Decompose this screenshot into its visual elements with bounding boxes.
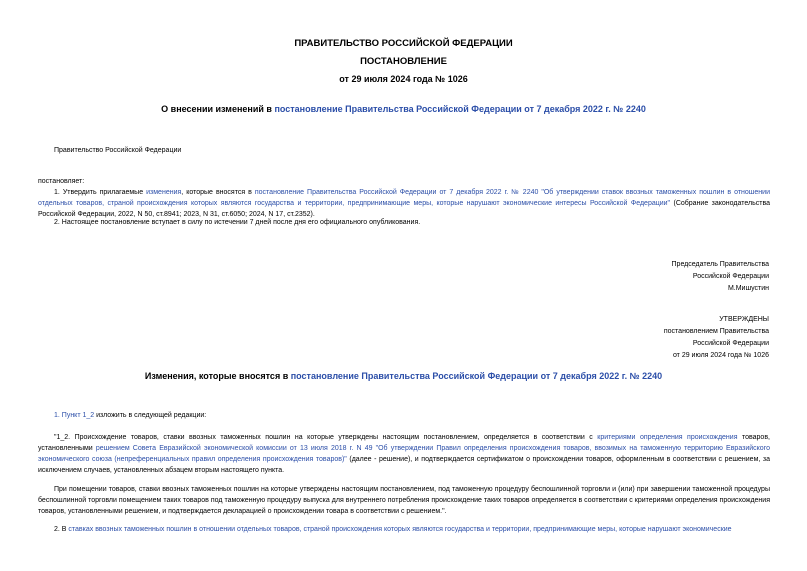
government-heading: ПРАВИТЕЛЬСТВО РОССИЙСКОЙ ФЕДЕРАЦИИ	[294, 38, 513, 49]
approved-line-4: от 29 июля 2024 года № 1026	[672, 352, 769, 359]
item-1-link[interactable]: 1. Пункт 1_2	[54, 412, 95, 419]
p1-link-changes[interactable]: изменения	[146, 189, 182, 196]
changes-title	[0, 371, 807, 381]
signature-line-2: Российской Федерации	[692, 273, 769, 280]
item-2-text: 2. В	[54, 526, 69, 533]
item-2	[38, 524, 770, 536]
issuer-text: Правительство Российской Федерации	[54, 147, 182, 154]
item-2-link[interactable]: ставках ввозных таможенных пошлин в отношении отдельных товаров, страной происхождения которых являются государства и территории, предпринимающие меры, которые нарушают экономические	[68, 526, 732, 533]
changes-title-link[interactable]: постановление Правительства Российской Федерации от 7 декабря 2022 г. № 2240	[290, 371, 663, 381]
p1-text-a: 1. Утвердить прилагаемые	[54, 189, 147, 196]
paragraph-2: 2. Настоящее постановление вступает в силу по истечении 7 дней после дня его официального опубликования.	[54, 219, 421, 226]
signature-line-1: Председатель Правительства	[671, 261, 769, 268]
approved-block	[664, 314, 769, 362]
title-link[interactable]: постановление Правительства Российской Федерации от 7 декабря 2022 г. № 2240	[274, 104, 646, 114]
changes-title-prefix: Изменения, которые вносятся в	[144, 371, 291, 381]
quoted-paragraph-1	[38, 432, 770, 476]
document-type: ПОСТАНОВЛЕНИЕ	[360, 56, 447, 67]
document-title	[0, 104, 807, 114]
document-date-number: от 29 июля 2024 года № 1026	[339, 74, 468, 84]
quote-text-c: (далее - решение), и подтверждается сертификатом о происхождении товаров, оформленным в соответствии с решением, за исключением случаев, установленных абзацем вторым настоящего пункта.	[38, 456, 770, 474]
title-prefix: О внесении изменений в	[161, 104, 275, 114]
approved-line-2: постановлением Правительства	[663, 328, 769, 335]
item-1	[54, 410, 206, 421]
quote-link-decision[interactable]: решением Совета Евразийской экономической комиссии от 13 июля 2018 г. N 49 "Об утверждении Правил определения происхождения товаров, ввозимых на таможенную территорию Евразийского экономического союза (непреференциальных правил определения происхождения товаров)"	[38, 445, 770, 463]
quote-link-criteria[interactable]: критериями определения происхождения	[597, 434, 738, 441]
quote-text-a: "1_2. Происхождение товаров, ставки ввозных таможенных пошлин на которые утверждены настоящим постановлением, определяется в соответствии с	[54, 434, 598, 441]
paragraph-1	[38, 187, 770, 220]
signature-line-3: М.Мишустин	[727, 285, 769, 292]
approved-line-3: Российской Федерации	[692, 340, 769, 347]
quoted-paragraph-2: При помещении товаров, ставки ввозных таможенных пошлин на которые утверждены настоящим постановлением, под таможенную процедуру беспошлинной торговли и (или) при завершении таможенной процедуры беспошлинной торговли помещением таких товаров под таможенную процедуру выпуска для внутреннего потребления происхождение таких товаров определяется в соответствии с критериями определения происхождения товаров, установленными решением, и подтверждается декларацией о происхождении товара в соответствии с решением.".	[38, 486, 770, 515]
approved-line-1: УТВЕРЖДЕНЫ	[719, 316, 769, 323]
p1-link-decree[interactable]: постановление Правительства Российской Федерации от 7 декабря 2022 г. № 2240 "Об утверждении ставок ввозных таможенных пошлин в отношении отдельных товаров, страной происхождения которых являются государства и территории, предпринимающие меры, которые нарушают экономические интересы Российской Федерации"	[38, 189, 770, 207]
decrees-text: постановляет:	[38, 178, 85, 185]
p1-text-c: (Собрание законодательства Российской Федерации, 2022, N 50, ст.8941; 2023, N 31, ст.6050; 2024, N 17, ст.2352).	[38, 200, 770, 218]
signature-block	[672, 259, 769, 295]
quote-text-b: товаров, установленными	[38, 434, 770, 452]
item-1-text: изложить в следующей редакции:	[94, 412, 207, 419]
p1-text-b: , которые вносятся в	[181, 189, 255, 196]
